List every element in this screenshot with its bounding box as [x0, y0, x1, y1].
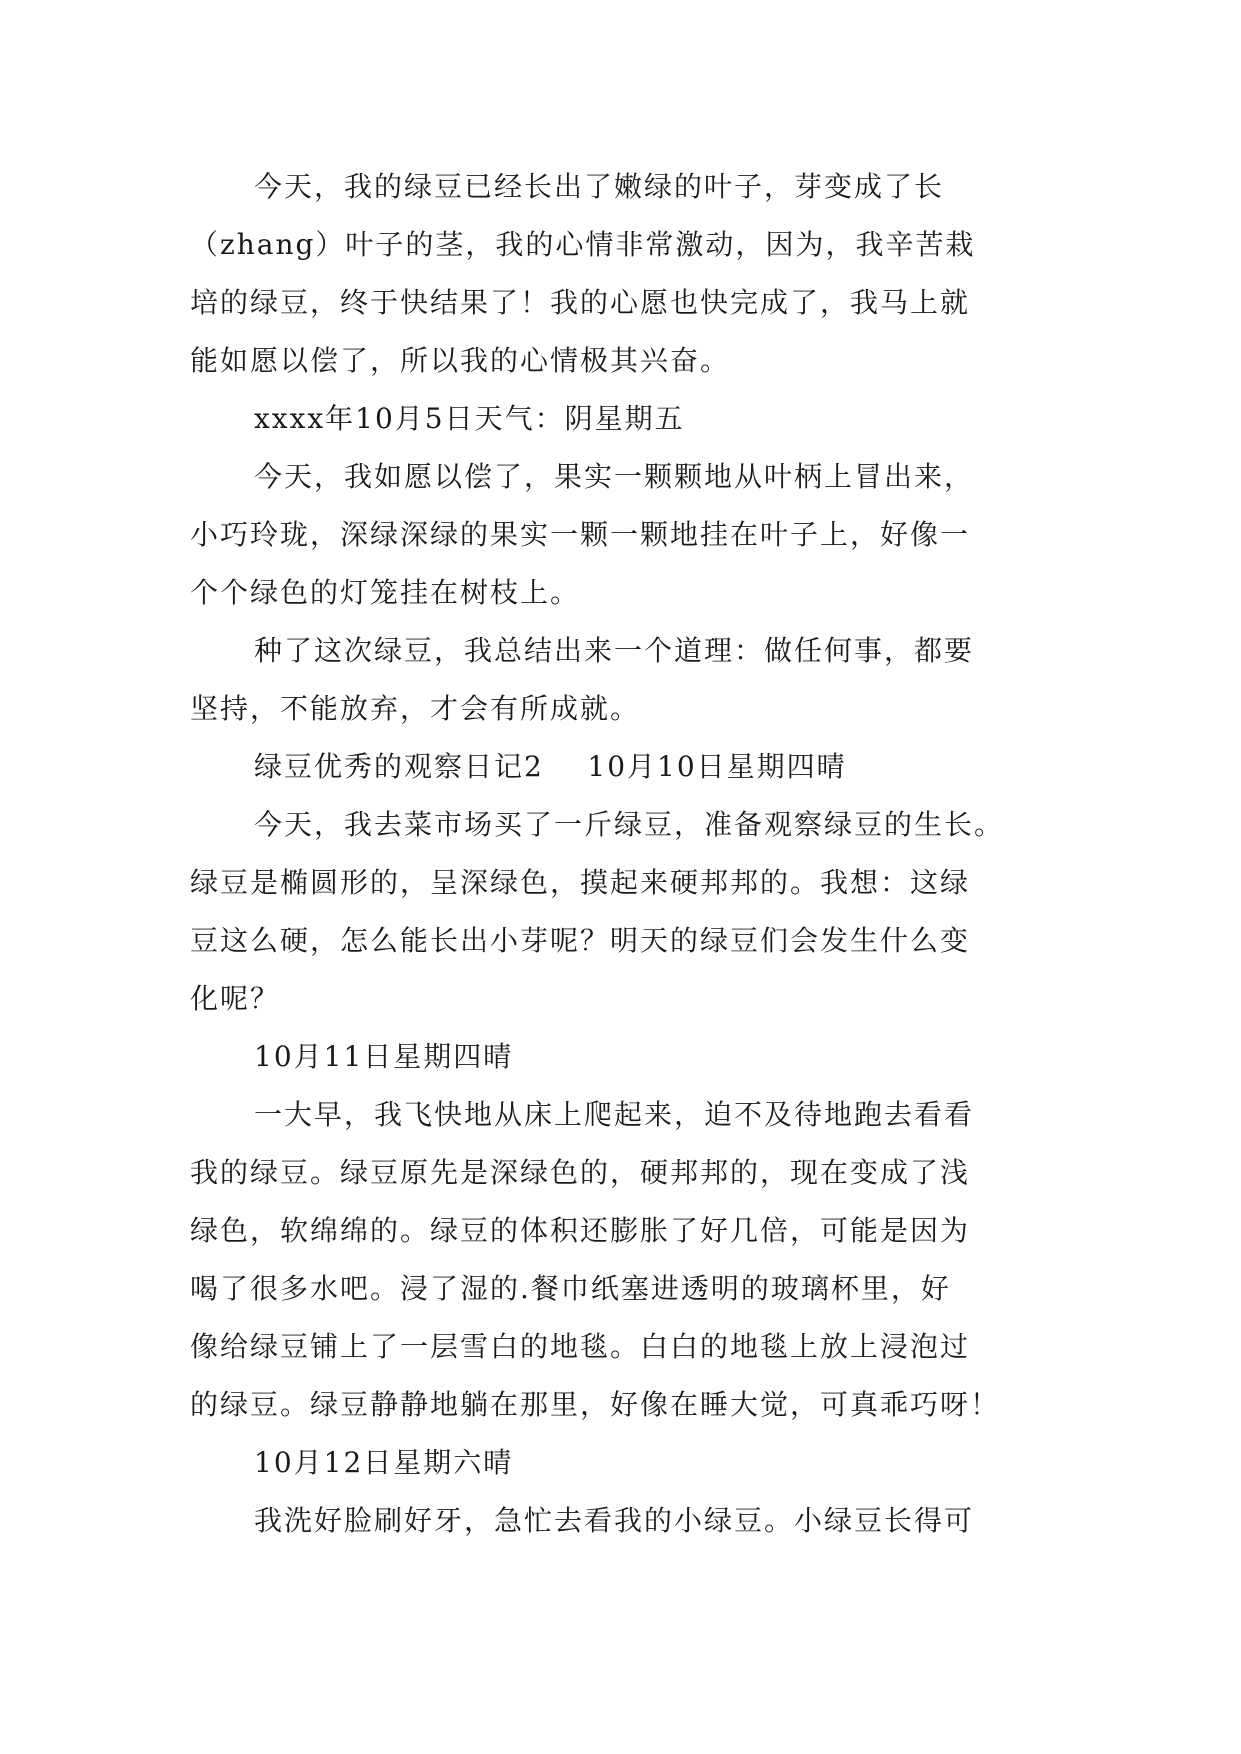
paragraph-line: 培的绿豆，终于快结果了！我的心愿也快完成了，我马上就 [190, 286, 971, 319]
paragraph-line: （zhang）叶子的茎，我的心情非常激动，因为，我辛苦栽 [190, 228, 976, 261]
diary-date-heading: 10月11日星期四晴 [254, 1040, 514, 1073]
section-heading: 绿豆优秀的观察日记2 10月10日星期四晴 [254, 750, 847, 783]
paragraph-line: 坚持，不能放弃，才会有所成就。 [190, 692, 641, 725]
paragraph-line: 像给绿豆铺上了一层雪白的地毯。白白的地毯上放上浸泡过 [190, 1330, 971, 1363]
paragraph-line: 豆这么硬，怎么能长出小芽呢？明天的绿豆们会发生什么变 [190, 924, 971, 957]
paragraph-line: 小巧玲珑，深绿深绿的果实一颗一颗地挂在叶子上，好像一 [190, 518, 971, 551]
paragraph-line: 能如愿以偿了，所以我的心情极其兴奋。 [190, 344, 731, 377]
paragraph-line: 一大早，我飞快地从床上爬起来，迫不及待地跑去看看 [254, 1098, 975, 1131]
paragraph-line: 种了这次绿豆，我总结出来一个道理：做任何事，都要 [254, 634, 975, 667]
paragraph-line: 的绿豆。绿豆静静地躺在那里，好像在睡大觉，可真乖巧呀！ [190, 1388, 1001, 1421]
paragraph-line: 今天，我如愿以偿了，果实一颗颗地从叶柄上冒出来， [254, 460, 975, 493]
diary-date-heading: 10月12日星期六晴 [254, 1446, 514, 1479]
paragraph-line: 绿色，软绵绵的。绿豆的体积还膨胀了好几倍，可能是因为 [190, 1214, 971, 1247]
paragraph-line: 绿豆是椭圆形的，呈深绿色，摸起来硬邦邦的。我想：这绿 [190, 866, 971, 899]
paragraph-line: 今天，我的绿豆已经长出了嫩绿的叶子，芽变成了长 [254, 170, 945, 203]
paragraph-line: 喝了很多水吧。浸了湿的.餐巾纸塞进透明的玻璃杯里，好 [190, 1272, 951, 1305]
paragraph-line: 化呢？ [190, 982, 281, 1015]
paragraph-line: 我洗好脸刷好牙，急忙去看我的小绿豆。小绿豆长得可 [254, 1504, 975, 1537]
paragraph-line: 个个绿色的灯笼挂在树枝上。 [190, 576, 581, 609]
paragraph-line: 今天，我去菜市场买了一斤绿豆，准备观察绿豆的生长。 [254, 808, 1005, 841]
diary-date-heading: xxxx年10月5日天气：阴星期五 [254, 402, 685, 435]
paragraph-line: 我的绿豆。绿豆原先是深绿色的，硬邦邦的，现在变成了浅 [190, 1156, 971, 1189]
